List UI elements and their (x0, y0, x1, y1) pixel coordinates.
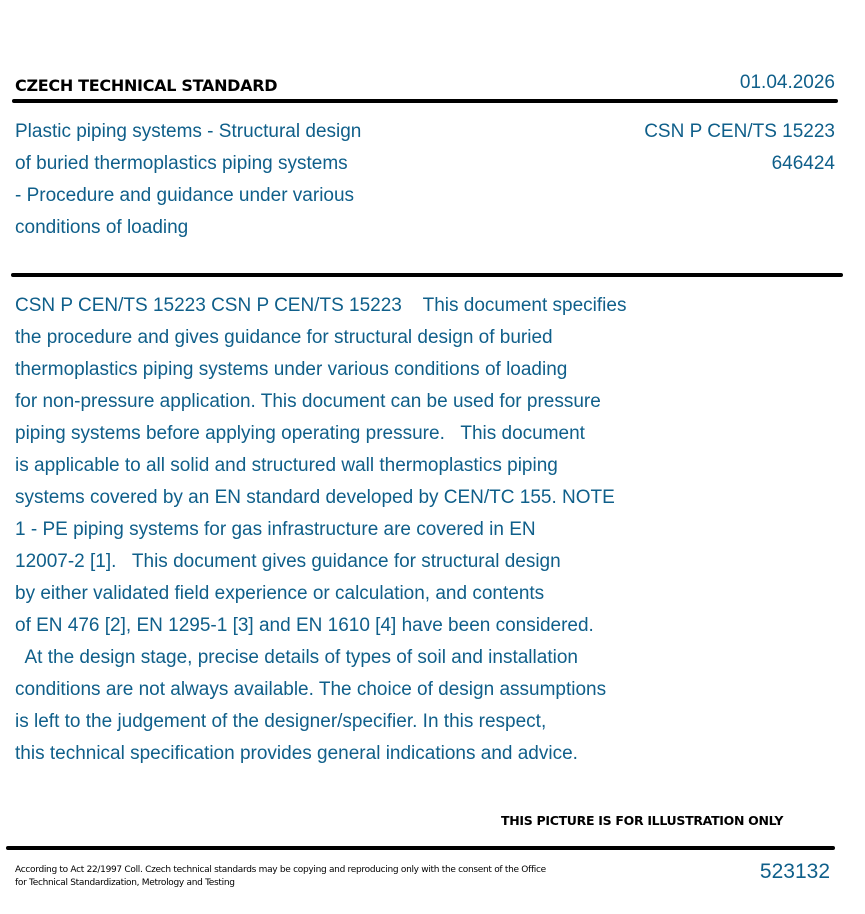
legal-notice (15, 864, 546, 890)
standard-identifiers (644, 116, 835, 180)
abstract-line: the procedure and gives guidance for structural design of buried (15, 327, 553, 348)
publication-date: 01.04.2026 (739, 72, 835, 93)
abstract-line: is left to the judgement of the designer/specifier. In this respect, (15, 711, 547, 732)
title-line: Plastic piping systems - Structural design (15, 121, 362, 142)
abstract-line: conditions are not always available. The choice of design assumptions (15, 679, 607, 700)
abstract-line: CSN P CEN/TS 15223 CSN P CEN/TS 15223 This document specifies (15, 295, 627, 316)
document-type-label: CZECH TECHNICAL STANDARD (15, 76, 278, 95)
abstract-line: by either validated field experience or calculation, and contents (15, 583, 545, 604)
title-line: conditions of loading (15, 217, 189, 238)
abstract-line: 12007-2 [1]. This document gives guidance for structural design (15, 551, 561, 572)
abstract-line: 1 - PE piping systems for gas infrastructure are covered in EN (15, 519, 536, 540)
legal-line: According to Act 22/1997 Coll. Czech technical standards may be copying and reproducing only with the consent of the Office (15, 865, 546, 875)
footer-divider (6, 846, 835, 850)
abstract-line: At the design stage, precise details of types of soil and installation (15, 647, 578, 668)
title-line: - Procedure and guidance under various (15, 185, 355, 206)
title-line: of buried thermoplastics piping systems (15, 153, 348, 174)
illustration-disclaimer: THIS PICTURE IS FOR ILLUSTRATION ONLY (501, 813, 784, 828)
abstract-line: of EN 476 [2], EN 1295-1 [3] and EN 1610 [4] have been considered. (15, 615, 594, 636)
abstract-line: is applicable to all solid and structured wall thermoplastics piping (15, 455, 558, 476)
standard-code: CSN P CEN/TS 15223 (644, 121, 835, 142)
abstract-line: thermoplastics piping systems under various conditions of loading (15, 359, 568, 380)
legal-line: for Technical Standardization, Metrology and Testing (15, 878, 235, 888)
document-number: 523132 (759, 860, 830, 883)
catalog-number: 646424 (771, 153, 835, 174)
standard-title (15, 116, 435, 244)
abstract-line: systems covered by an EN standard developed by CEN/TC 155. NOTE (15, 487, 615, 508)
title-divider (11, 273, 843, 277)
abstract-line: for non-pressure application. This document can be used for pressure (15, 391, 601, 412)
abstract-line: piping systems before applying operating pressure. This document (15, 423, 585, 444)
abstract-text (15, 290, 626, 770)
header-divider (12, 99, 838, 103)
abstract-line: this technical specification provides general indications and advice. (15, 743, 578, 764)
